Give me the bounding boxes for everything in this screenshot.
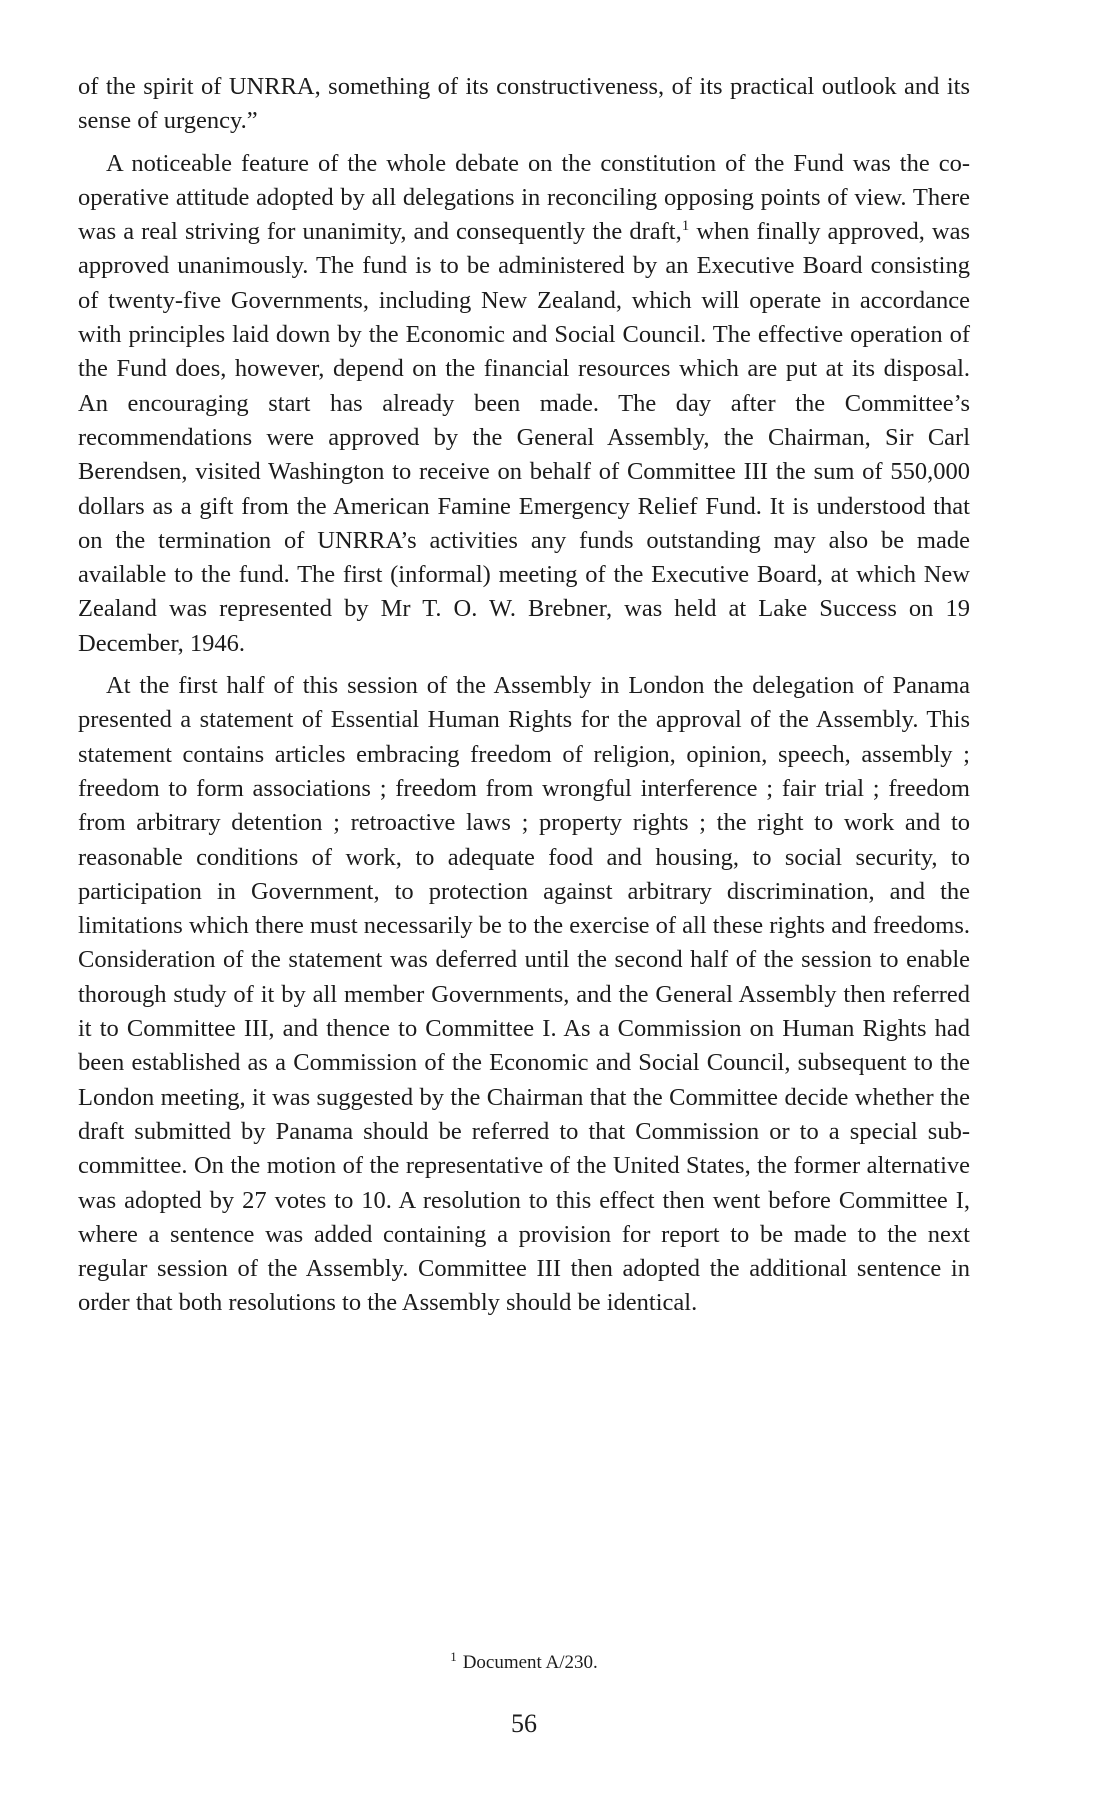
footnote: [78, 1648, 970, 1675]
paragraph-3: At the first half of this session of the Assembly in London the delegation of Panama presented a statement of Essential Human Rights for the approval of the Assembly. This statement contains articles embracing freedom of religion, opinion, speech, assembly ; freedom to form associations ; freedom from wrongful interference ; fair trial ; freedom from arbitrary detention ; retroactive laws ; property rights ; the right to work and to reasonable conditions of work, to adequate food and housing, to social security, to participation in Government, to protection against arbitrary discrimination, and the limitations which there must necessarily be to the exercise of all these rights and freedoms. Consideration of the statement was deferred until the second half of the session to enable thorough study of it by all member Governments, and the General Assembly then referred it to Committee III, and thence to Committee I. As a Commission on Human Rights had been established as a Commission of the Economic and Social Council, subsequent to the London meeting, it was suggested by the Chairman that the Committee decide whether the draft submitted by Panama should be referred to that Commission or to a special sub-committee. On the motion of the representative of the United States, the former alternative was adopted by 27 votes to 10. A resolution to this effect then went before Committee I, where a sentence was added containing a provision for report to be made to the next regular session of the Assembly. Committee III then adopted the additional sentence in order that both resolutions to the Assembly should be identical.: [78, 672, 970, 1317]
paragraph-2-text-before: A noticeable feature of the whole debate on the constitution of the Fund was the co-operative attitude adopted by all delegations in reconciling opposing points of view. There was a real striving for unanimity, and consequently the draft,: [78, 149, 970, 246]
paragraph-2-text-after: when finally approved, was approved unanimously. The fund is to be administered by an Executive Board consisting of twenty-five Governments, including New Zealand, which will operate in accordance with principles laid down by the Economic and Social Council. The effective operation of the Fund does, however, depend on the financial resources which are put at its disposal. An encouraging start has already been made. The day after the Committee’s recommendations were approved by the General Assembly, the Chairman, Sir Carl Berendsen, visited Washington to receive on behalf of Committee III the sum of 550,000 dollars as a gift from the American Famine Emergency Relief Fund. It is understood that on the termination of UNRRA’s activities any funds outstanding may also be made available to the fund. The first (informal) meeting of the Executive Board, at which New Zealand was represented by Mr T. O. W. Brebner, was held at Lake Success on 19 December, 1946.: [78, 218, 971, 657]
paragraph-1: of the spirit of UNRRA, something of its constructiveness, of its practical outlook and its sense of urgency.”: [78, 73, 970, 135]
footnote-marker: 1: [450, 1648, 457, 1664]
page-number: 56: [511, 1709, 537, 1738]
footnote-reference: 1: [681, 218, 690, 235]
paragraph-2: [78, 147, 970, 661]
footnote-text: Document A/230.: [462, 1652, 598, 1673]
document-page: [78, 70, 971, 1738]
